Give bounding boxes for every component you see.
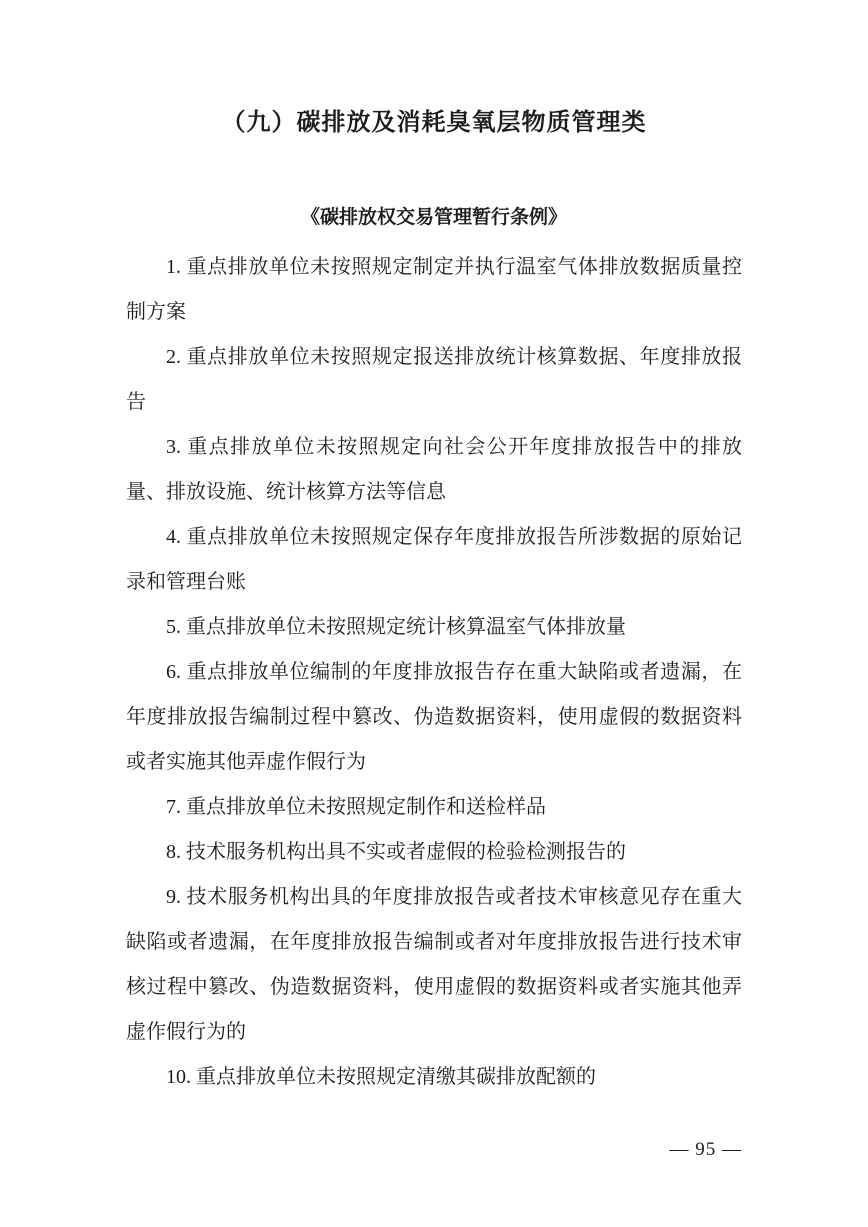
list-item: 2. 重点排放单位未按照规定报送排放统计核算数据、年度排放报告 — [126, 346, 742, 413]
list-item: 8. 技术服务机构出具不实或者虚假的检验检测报告的 — [166, 841, 626, 863]
list-item: 7. 重点排放单位未按照规定制作和送检样品 — [166, 796, 546, 818]
list-item: 1. 重点排放单位未按照规定制定并执行温室气体排放数据质量控制方案 — [126, 256, 742, 323]
page-number: — 95 — — [669, 1139, 742, 1160]
list-item: 9. 技术服务机构出具的年度排放报告或者技术审核意见存在重大缺陷或者遗漏，在年度排放报告编制或者对年度排放报告进行技术审核过程中篡改、伪造数据资料，使用虚假的数据资料或者实施其他弄虚作假行为的 — [126, 886, 742, 1043]
list-item: 5. 重点排放单位未按照规定统计核算温室气体排放量 — [166, 616, 626, 638]
list-item: 10. 重点排放单位未按照规定清缴其碳排放配额的 — [166, 1066, 596, 1088]
section-title: （九）碳排放及消耗臭氧层物质管理类 — [221, 109, 647, 136]
list-item: 4. 重点排放单位未按照规定保存年度排放报告所涉数据的原始记录和管理台账 — [126, 526, 742, 593]
list-item: 6. 重点排放单位编制的年度排放报告存在重大缺陷或者遗漏，在年度排放报告编制过程中篡改、伪造数据资料，使用虚假的数据资料或者实施其他弄虚作假行为 — [126, 661, 742, 773]
list-item: 3. 重点排放单位未按照规定向社会公开年度排放报告中的排放量、排放设施、统计核算方法等信息 — [126, 436, 742, 503]
regulation-title: 《碳排放权交易管理暂行条例》 — [300, 207, 567, 228]
item-list — [126, 245, 742, 1100]
